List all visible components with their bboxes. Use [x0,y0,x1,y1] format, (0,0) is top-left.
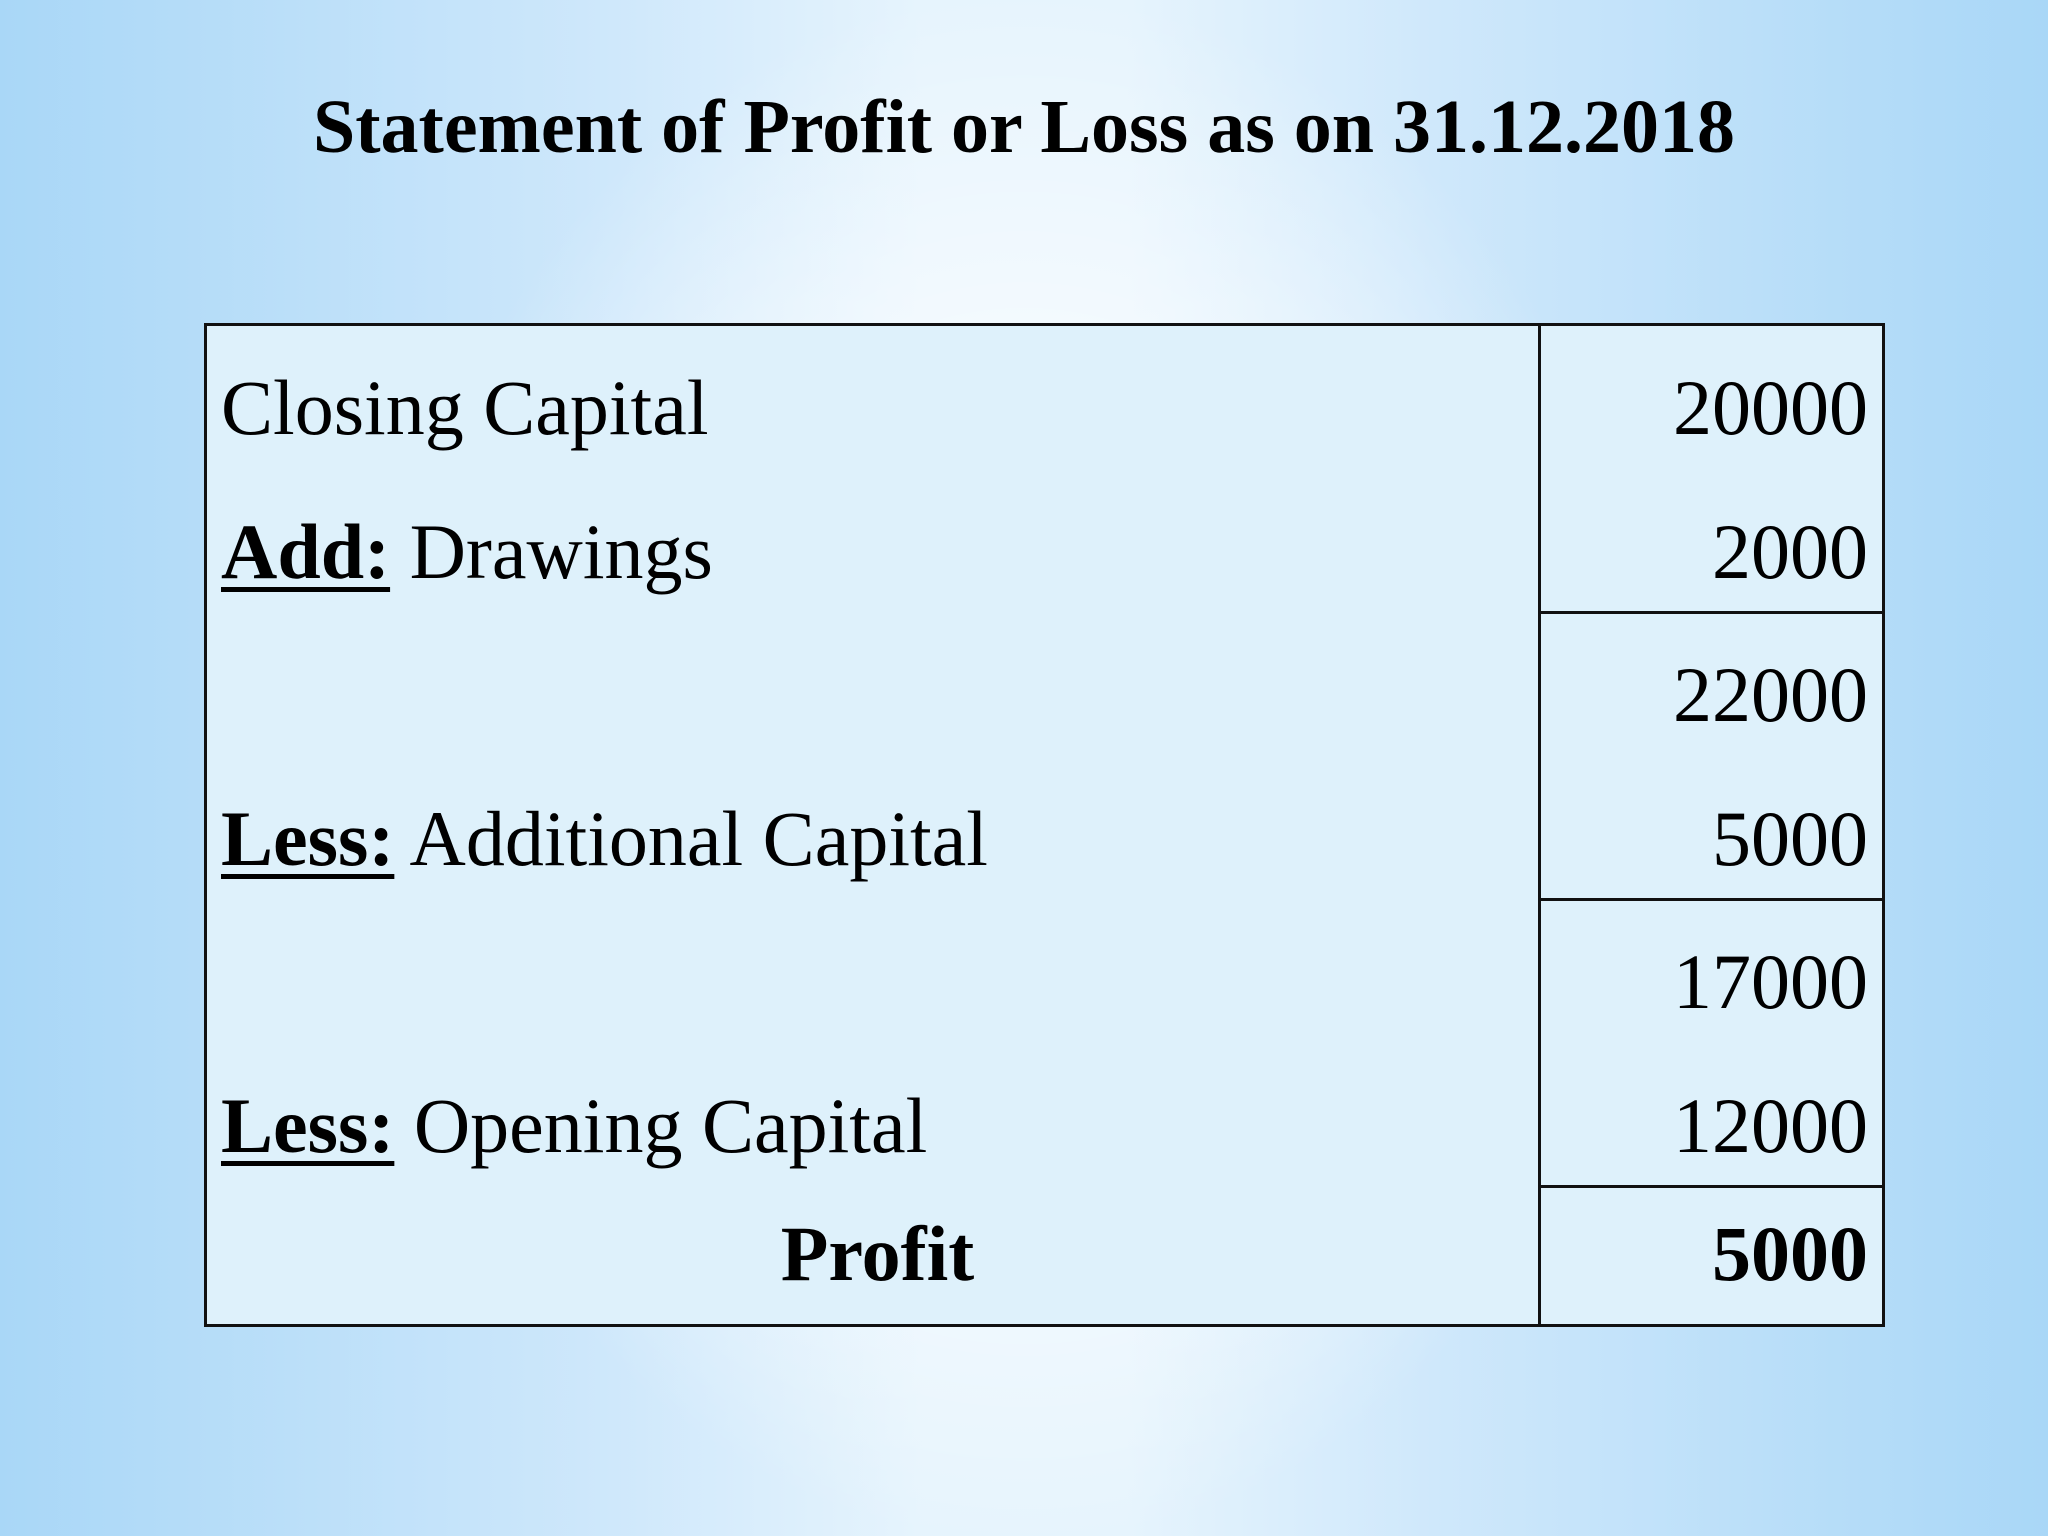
row-label-text: Additional Capital [394,795,988,882]
profit-amount: 5000 [1712,1210,1868,1297]
row-label [207,794,988,884]
row-label [207,507,713,597]
row-label-text: Closing Capital [221,364,709,451]
subtotal-rule [1538,898,1882,901]
amount-subtotal-1: 22000 [1673,651,1868,738]
row-label [207,363,709,453]
page-title: Statement of Profit or Loss as on 31.12.2018 [312,85,1736,169]
subtotal-rule [1538,611,1882,614]
amount-additional-capital: 5000 [1712,795,1868,882]
profit-label: Profit [780,1210,975,1297]
row-label-text: Opening Capital [394,1082,928,1169]
row-prefix-add: Add: [221,508,391,595]
amount-closing-capital: 20000 [1673,364,1868,451]
row-label [207,1081,927,1171]
amount-drawings: 2000 [1712,508,1868,595]
row-prefix-less: Less: [221,1082,395,1169]
row-prefix-less: Less: [221,795,395,882]
row-label-text: Drawings [390,508,713,595]
profit-loss-statement-table [204,323,1885,1327]
amount-opening-capital: 12000 [1673,1082,1868,1169]
amount-subtotal-2: 17000 [1673,938,1868,1025]
